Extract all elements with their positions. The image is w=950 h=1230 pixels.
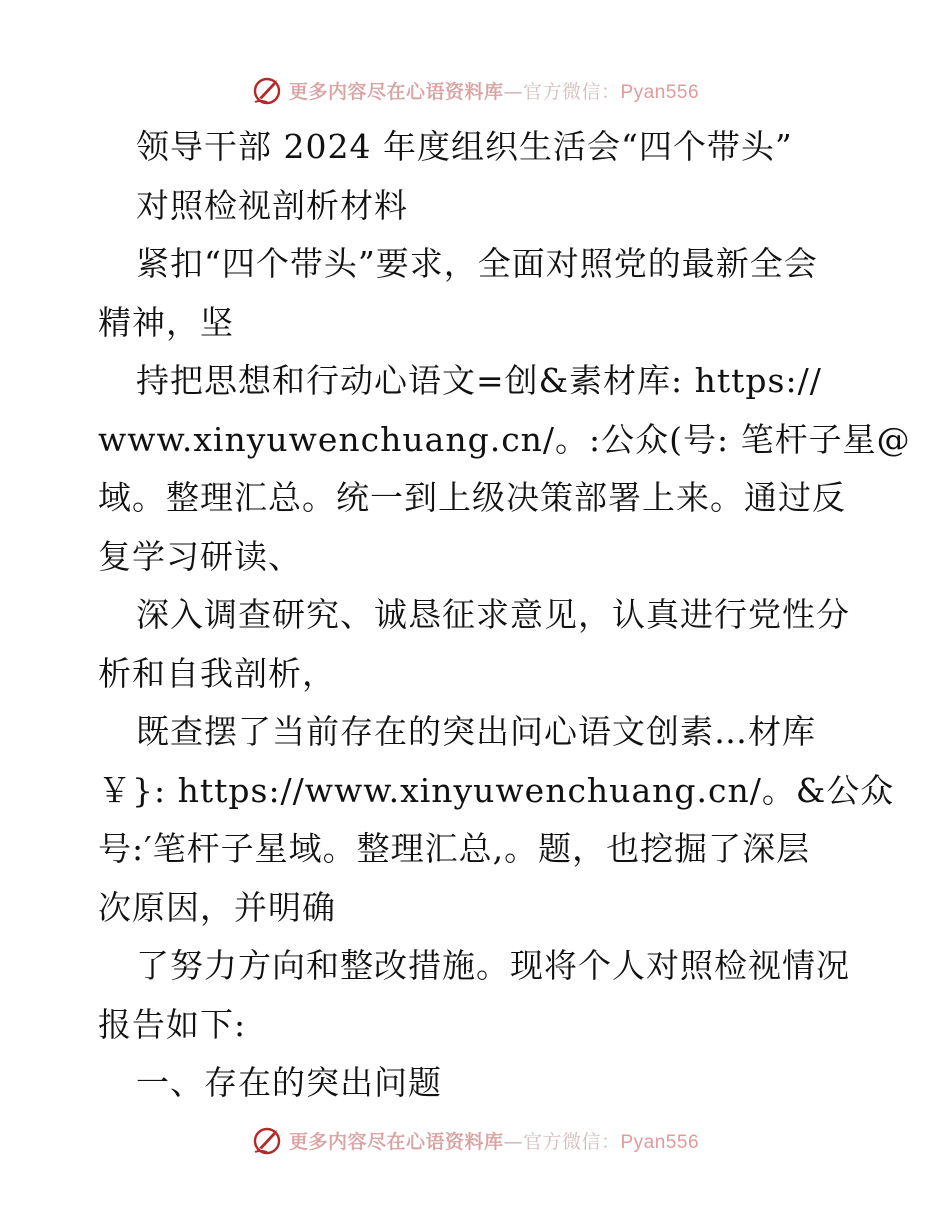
doc-line: 了努力方向和整改措施。现将个人对照检视情况 bbox=[136, 946, 850, 985]
banner-wechat-id: Pyan556 bbox=[620, 1131, 700, 1153]
banner-slogan: 更多内容尽在心语资料库 bbox=[288, 80, 504, 103]
doc-line: 析和自我剖析， bbox=[98, 653, 336, 693]
doc-line: 深入调查研究、诚恳征求意见，认真进行党性分 bbox=[136, 595, 850, 634]
quill-pen-logo-icon bbox=[251, 74, 283, 106]
banner-wechat-label: 官方微信： bbox=[522, 1130, 621, 1153]
doc-line: 次原因，并明确 bbox=[98, 887, 336, 927]
doc-line: ￥}: https://www.xinyuwenchuang.cn/。&公众 bbox=[98, 770, 895, 810]
banner-text bbox=[289, 1127, 699, 1154]
banner-text bbox=[289, 77, 699, 104]
doc-line: 域。整理汇总。统一到上级决策部署上来。通过反 bbox=[98, 478, 846, 517]
doc-line: 领导干部 2024 年度组织生活会“四个带头” bbox=[136, 127, 793, 166]
doc-line: www.xinyuwenchuang.cn/。:公众(号: 笔杆子星@ bbox=[98, 419, 911, 459]
banner-separator: — bbox=[503, 1130, 523, 1153]
doc-line: 复学习研读、 bbox=[98, 536, 302, 576]
doc-line: 对照检视剖析材料 bbox=[136, 185, 408, 225]
footer-watermark-banner bbox=[0, 1120, 950, 1160]
doc-line: 报告如下: bbox=[98, 1004, 247, 1044]
quill-pen-logo-icon bbox=[251, 1124, 283, 1156]
doc-line: 号:′笔杆子星域。整理汇总,。题，也挖掘了深层 bbox=[98, 829, 811, 868]
banner-slogan: 更多内容尽在心语资料库 bbox=[288, 1130, 504, 1153]
banner-wechat-label: 官方微信： bbox=[522, 80, 621, 103]
doc-line: 精神，坚 bbox=[98, 302, 234, 342]
section-heading: 一、存在的突出问题 bbox=[136, 1063, 442, 1102]
document-body bbox=[98, 118, 911, 1113]
banner-wechat-id: Pyan556 bbox=[620, 81, 700, 103]
banner-separator: — bbox=[503, 80, 523, 103]
doc-line: 持把思想和行动心语文=创&素材库: https:// bbox=[136, 361, 822, 400]
doc-line: 紧扣“四个带头”要求，全面对照党的最新全会 bbox=[136, 244, 818, 283]
doc-line: 既查摆了当前存在的突出问心语文创素…材库 bbox=[136, 712, 816, 751]
header-watermark-banner bbox=[0, 70, 950, 110]
